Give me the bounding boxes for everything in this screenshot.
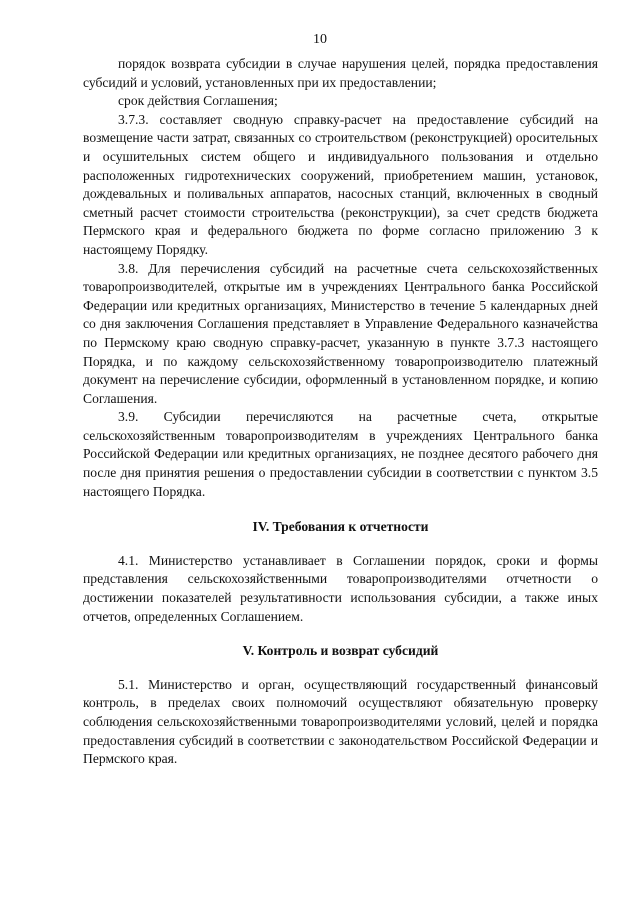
document-body (83, 55, 598, 769)
spacer (83, 501, 598, 518)
paragraph-3-8: 3.8. Для перечисления субсидий на расчетные счета сельскохозяйственных товаропроизводителей, открытые им в учреждениях Центрального банка Российской Федерации или кредитных организациях, Министерство в течение 5 календарных дней со дня заключения Соглашения представляет в Управление Федерального казначейства по Пермскому краю сводную справку-расчет, указанную в пункте 3.7.3 настоящего Порядка, и по каждому сельскохозяйственному товаропроизводителю платежный документ на перечисление субсидии, оформленный в установленном порядке, и копию Соглашения. (83, 260, 598, 406)
spacer (83, 626, 598, 642)
paragraph-3-7-3: 3.7.3. составляет сводную справку-расчет на предоставление субсидий на возмещение части затрат, связанных со строительством (реконструкцией) оросительных и осушительных систем общего и индивидуального пользования и отдельно расположенных гидротехнических сооружений, приобретением машин, установок, дождевальных и поливальных аппаратов, насосных станций, включенных в сводный сметный расчет стоимости строительства (реконструкции), за счет средств бюджета Пермского края и федерального бюджета по форме согласно приложению 3 к настоящему Порядку. (83, 111, 598, 257)
page-number: 10 (313, 32, 327, 47)
section-heading-reporting: IV. Требования к отчетности (252, 519, 429, 535)
section-heading-control: V. Контроль и возврат субсидий (242, 643, 439, 659)
paragraph-5-1: 5.1. Министерство и орган, осуществляющий государственный финансовый контроль, в пределах своих полномочий осуществляют обязательную проверку соблюдения сельскохозяйственными товаропроизводителями условий, целей и порядка предоставления субсидий в соответствии с законодательством Российской Федерации и Пермского края. (83, 676, 598, 767)
paragraph-4-1: 4.1. Министерство устанавливает в Соглашении порядок, сроки и формы представления сельскохозяйственными товаропроизводителями отчетности о достижении показателей результативности использования субсидии, а также иных отчетов, определенных Соглашением. (83, 552, 598, 624)
spacer (83, 537, 598, 552)
paragraph-agreement-term: срок действия Соглашения; (118, 93, 278, 109)
spacer (83, 661, 598, 676)
paragraph-refund-procedure: порядок возврата субсидии в случае нарушения целей, порядка предоставления субсидий и условий, установленных при их предоставлении; (83, 56, 598, 90)
paragraph-3-9: 3.9. Субсидии перечисляются на расчетные счета, открытые сельскохозяйственным товаропроизводителям в учреждениях Центрального банка Российской Федерации или кредитных организациях, не позднее десятого рабочего дня после дня принятия решения о предоставлении субсидии в соответствии с пунктом 3.5 настоящего Порядка. (83, 409, 598, 499)
